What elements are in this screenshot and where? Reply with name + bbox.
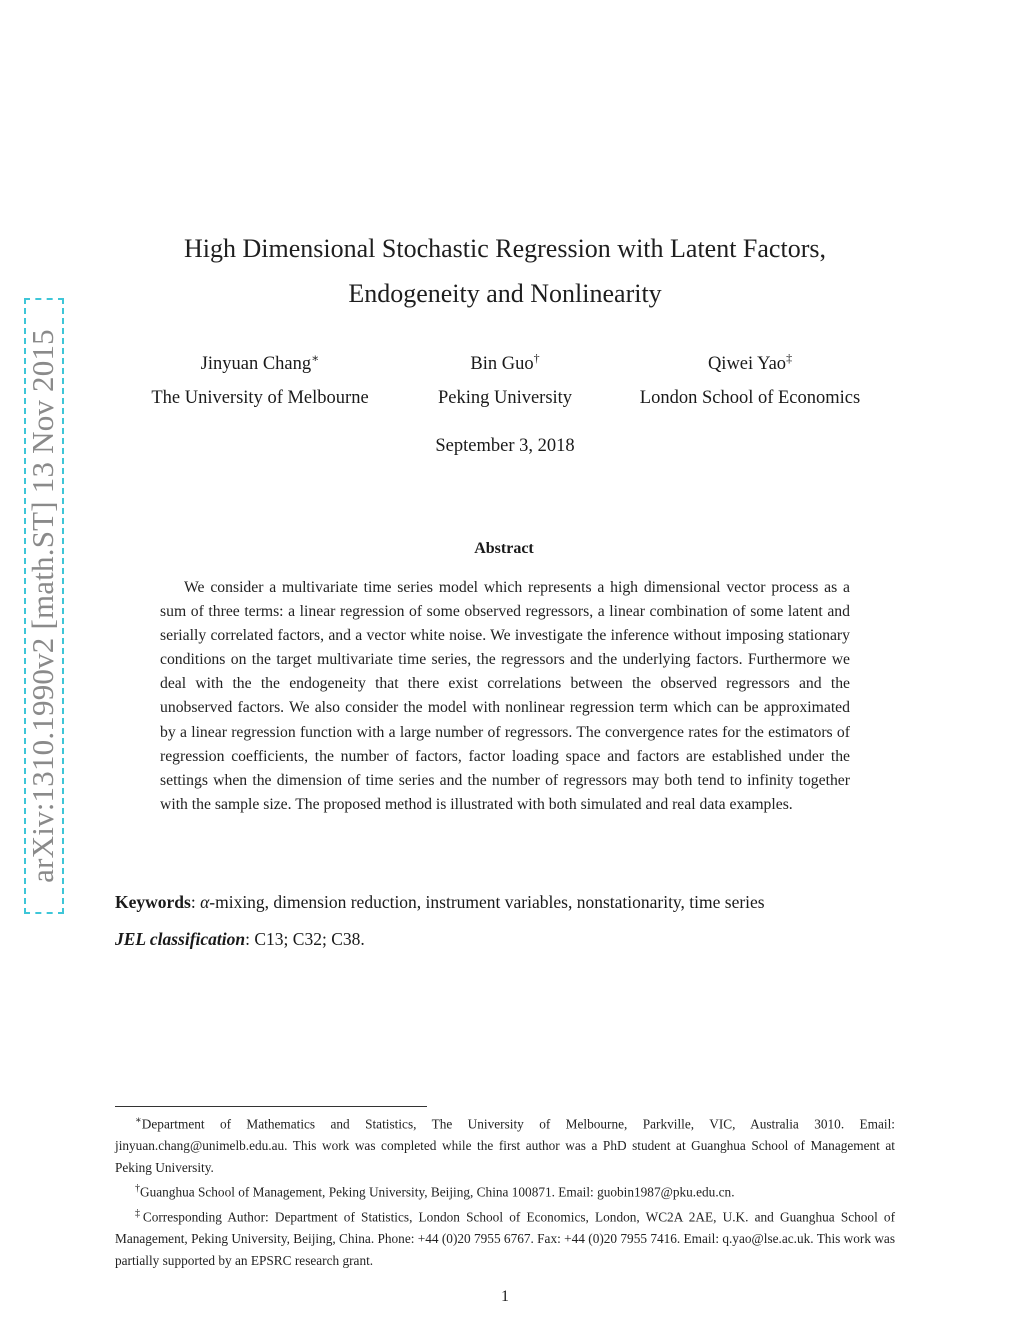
author-name-guo — [410, 346, 600, 376]
footnote-mark: ∗ — [311, 351, 320, 365]
page-number: 1 — [501, 1288, 509, 1305]
paper-date: September 3, 2018 — [435, 436, 575, 456]
author-name-text: Qiwei Yao — [707, 354, 787, 375]
affiliation-melbourne: The University of Melbourne — [151, 388, 369, 408]
footnote-chang — [115, 1110, 895, 1178]
keywords-label: Keywords — [115, 892, 191, 912]
footnote-mark: ‡ — [135, 1208, 143, 1220]
affiliation-peking: Peking University — [437, 388, 573, 408]
footnote-mark: † — [533, 351, 540, 365]
arxiv-identifier: arXiv:1310.1990v2 [math.ST] 13 Nov 2015 — [25, 329, 60, 883]
title-line-1: High Dimensional Stochastic Regression with Latent Factors, — [184, 234, 826, 263]
footnote-divider — [115, 1106, 427, 1107]
abstract-heading: Abstract — [474, 540, 534, 557]
footnote-text: Department of Mathematics and Statistics, The University of Melbourne, Parkville, VIC, Australia 3010. Email: jinyuan.chang@unimelb.edu.au. This work was completed while the first author was a PhD student at Guanghua School of Management at Peking University. — [115, 1116, 895, 1175]
author-name-chang — [130, 346, 390, 376]
keywords-line: Keywords: α-mixing, dimension reduction, instrument variables, nonstationarity, time series — [115, 892, 765, 912]
keywords-text: -mixing, dimension reduction, instrument variables, nonstationarity, time series — [209, 892, 765, 912]
paper-title — [100, 226, 910, 316]
author-name-text: Jinyuan Chang — [200, 354, 312, 375]
footnote-yao — [115, 1203, 895, 1271]
footnote-guo — [115, 1178, 895, 1203]
footnote-mark: ∗ — [135, 1115, 142, 1126]
author-name-yao — [615, 346, 885, 376]
jel-line: JEL classification: C13; C32; C38. — [115, 929, 365, 949]
footnote-mark: ‡ — [786, 351, 793, 365]
abstract-text: We consider a multivariate time series model which represents a high dimensional vector process as a sum of three terms: a linear regression of some observed regressors, a linear combination of some latent and serially correlated factors, and a vector white noise. We investigate the inference without imposing stationary conditions on the target multivariate time series, the regressors and the underlying factors. Furthermore we deal with the the endogeneity that there exist correlations between the observed regressors and the unobserved factors. We also consider the model with nonlinear regression term which can be approximated by a linear regression function with a large number of regressors. The convergence rates for the estimators of regression coefficients, the number of factors, factor loading space and factors are established under the settings when the dimension of time series and the number of regressors may both tend to infinity together with the sample size. The proposed method is illustrated with both simulated and real data examples. — [160, 579, 850, 813]
footnotes — [115, 1110, 895, 1271]
title-line-2: Endogeneity and Nonlinearity — [348, 279, 662, 308]
footnote-text: Guanghua School of Management, Peking University, Beijing, China 100871. Email: guobin1987@pku.edu.cn. — [140, 1184, 735, 1200]
jel-label: JEL classification — [115, 929, 246, 949]
alpha-symbol: α — [200, 892, 210, 912]
affiliation-lse: London School of Economics — [639, 388, 861, 408]
footnote-mark: † — [135, 1183, 140, 1195]
footnote-text: Corresponding Author: Department of Statistics, London School of Economics, London, WC2A 2AE, U.K. and Guanghua School of Management, Peking University, Beijing, China. Phone: +44 (0)20 7955 6767. Fax: +44 (0)20 7955 7416. Email: q.yao@lse.ac.uk. This work was partially supported by an EPSRC research grant. — [115, 1209, 896, 1268]
author-name-text: Bin Guo — [470, 354, 534, 375]
jel-codes: C13; C32; C38. — [254, 929, 365, 949]
